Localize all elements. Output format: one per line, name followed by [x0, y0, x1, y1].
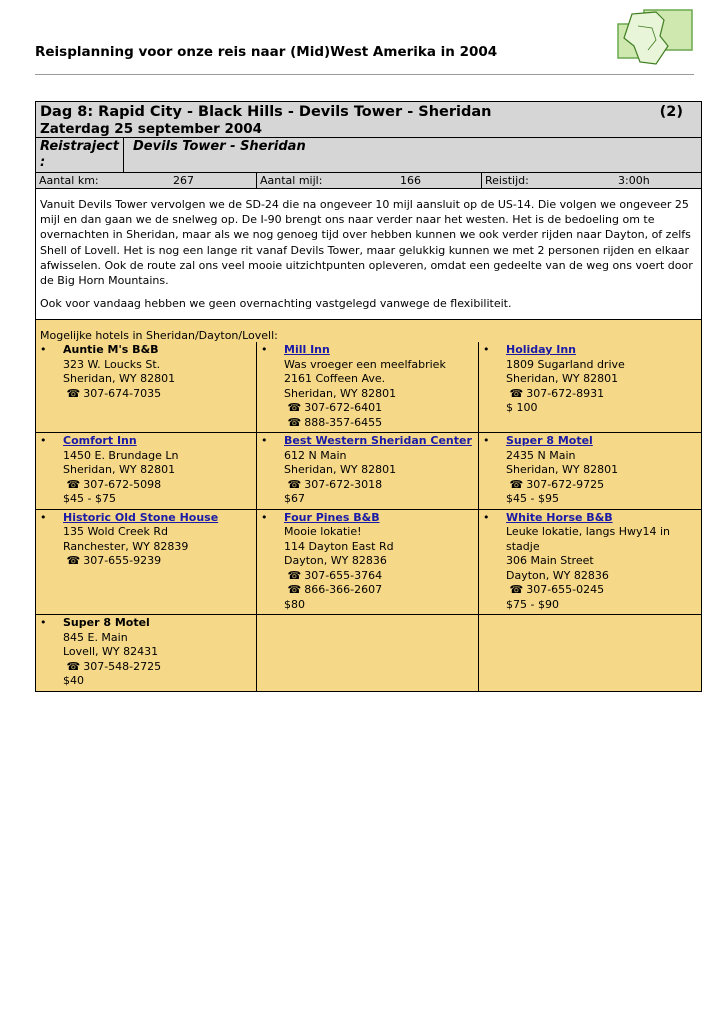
hotel-address-line: 135 Wold Creek Rd	[63, 525, 168, 539]
hotel-name-link[interactable]: Four Pines B&B	[284, 510, 380, 524]
hotel-address-line: stadje	[506, 539, 540, 553]
hotel-name: Super 8 Motel	[63, 616, 150, 630]
header-divider	[35, 74, 694, 75]
phone-icon: ☎	[284, 568, 302, 582]
hotel-price: $40	[63, 674, 84, 688]
hotel-address-line: 1809 Sugarland drive	[506, 357, 625, 371]
hotel-phone: ☎ 307-655-0245	[506, 583, 605, 597]
bullet-icon: •	[483, 434, 490, 448]
hotel-phone: ☎ 307-672-5098	[63, 477, 162, 491]
hotel-entry	[36, 509, 257, 615]
stat-travel-time: Reistijd: 3:00h	[485, 174, 650, 187]
phone-icon: ☎	[284, 583, 302, 597]
hotel-address-line: Sheridan, WY 82801	[284, 463, 397, 477]
bullet-icon: •	[40, 343, 47, 357]
phone-icon: ☎	[506, 386, 524, 400]
hotel-name-link[interactable]: Historic Old Stone House	[63, 510, 219, 524]
phone-icon: ☎	[63, 659, 81, 673]
hotel-address-line: 2161 Coffeen Ave.	[284, 372, 386, 386]
hotel-address-line: 1450 E. Brundage Ln	[63, 448, 179, 462]
stat-km: Aantal km: 267	[36, 173, 257, 188]
hotel-entry	[36, 432, 257, 509]
hotel-address-line: Sheridan, WY 82801	[284, 386, 397, 400]
hotel-phone: ☎ 307-548-2725	[63, 659, 162, 673]
hotel-address-line: 612 N Main	[284, 448, 347, 462]
phone-icon: ☎	[284, 415, 302, 429]
empty-cell	[479, 614, 701, 691]
day-header	[36, 102, 701, 173]
hotel-address-line: Sheridan, WY 82801	[506, 372, 619, 386]
day-number: (2)	[659, 104, 683, 120]
phone-icon: ☎	[63, 554, 81, 568]
note-paragraph: Ook voor vandaag hebben we geen overnachting vastgelegd vanwege de flexibiliteit.	[40, 297, 512, 311]
hotel-address-line: Mooie lokatie!	[284, 525, 362, 539]
bullet-icon: •	[40, 434, 47, 448]
hotel-phone: ☎ 307-655-3764	[284, 568, 383, 582]
hotel-phone: ☎ 307-674-7035	[63, 386, 162, 400]
stats-row	[36, 173, 701, 189]
route-label: Reistraject :	[36, 138, 124, 172]
hotel-phone: ☎ 307-672-3018	[284, 477, 383, 491]
hotel-entry	[257, 509, 479, 615]
hotel-entry	[36, 342, 257, 432]
day-date: Zaterdag 25 september 2004	[40, 121, 263, 137]
hotel-address-line: 323 W. Loucks St.	[63, 357, 161, 371]
hotel-name-link[interactable]: Holiday Inn	[506, 343, 577, 357]
empty-cell	[257, 614, 479, 691]
map-logo-icon	[612, 6, 696, 70]
hotel-address-line: 114 Dayton East Rd	[284, 539, 394, 553]
hotel-price: $45 - $95	[506, 492, 559, 506]
hotel-entry	[479, 342, 701, 432]
phone-icon: ☎	[506, 583, 524, 597]
hotel-phone: ☎ 307-672-9725	[506, 477, 605, 491]
hotel-price: $67	[284, 492, 305, 506]
bullet-icon: •	[40, 616, 47, 630]
hotel-phone: ☎ 866-366-2607	[284, 583, 383, 597]
hotel-entry	[479, 509, 701, 615]
hotel-name-link[interactable]: Comfort Inn	[63, 434, 137, 448]
phone-icon: ☎	[63, 477, 81, 491]
phone-icon: ☎	[284, 401, 302, 415]
hotel-address-line: Leuke lokatie, langs Hwy14 in	[506, 525, 671, 539]
hotel-address-line: 306 Main Street	[506, 554, 594, 568]
hotel-address-line: Sheridan, WY 82801	[63, 372, 176, 386]
hotel-name-link[interactable]: Best Western Sheridan Center	[284, 434, 472, 448]
stat-miles: Aantal mijl: 166	[257, 173, 482, 188]
hotel-address-line: Ranchester, WY 82839	[63, 539, 189, 553]
day-title: Dag 8: Rapid City - Black Hills - Devils Tower - Sheridan	[40, 104, 492, 120]
phone-icon: ☎	[284, 477, 302, 491]
hotel-price: $45 - $75	[63, 492, 116, 506]
hotel-entry	[257, 432, 479, 509]
hotel-address-line: 2435 N Main	[506, 448, 576, 462]
day-plan-table	[35, 101, 702, 692]
hotel-name: Auntie M's B&B	[63, 343, 159, 357]
hotel-address-line: Sheridan, WY 82801	[506, 463, 619, 477]
hotel-entry	[479, 432, 701, 509]
bullet-icon: •	[261, 510, 268, 524]
hotel-address-line: Lovell, WY 82431	[63, 645, 159, 659]
bullet-icon: •	[40, 510, 47, 524]
bullet-icon: •	[483, 510, 490, 524]
hotel-address-line: Was vroeger een meelfabriek	[284, 357, 446, 371]
hotels-section	[36, 320, 701, 691]
hotel-price: $ 100	[506, 401, 538, 415]
hotel-address-line: 845 E. Main	[63, 630, 128, 644]
hotel-grid	[36, 342, 701, 691]
route-value: Devils Tower - Sheridan	[133, 139, 306, 154]
hotel-address-line: Dayton, WY 82836	[506, 568, 609, 582]
hotel-name-link[interactable]: White Horse B&B	[506, 510, 613, 524]
hotel-entry	[257, 342, 479, 432]
hotel-address-line: Sheridan, WY 82801	[63, 463, 176, 477]
hotel-phone: ☎ 307-672-8931	[506, 386, 605, 400]
bullet-icon: •	[261, 343, 268, 357]
hotel-phone: ☎ 307-655-9239	[63, 554, 162, 568]
hotel-entry	[36, 614, 257, 691]
description-paragraph: Vanuit Devils Tower vervolgen we de SD-24 die na ongeveer 10 mijl aansluit op de US-14. Die volgen we ongeveer 25 mijl en dan gaan we de snelweg op. De I-90 brengt ons naar verder naar het westen. Het is de bedoeling om te overnachten in Sheridan, maar als we nog genoeg tijd over hebben kunnen we ook verder rijden naar Dayton, of zelfs Shell of Lovell. Het is nog een lange rit vanaf Devils Tower, maar gelukkig kunnen we met 2 personen rijden en elkaar afwisselen. Ook de route zal ons veel mooie uitzichtpunten opleveren, omdat een gedeelte van de weg ons voert door de Big Horn Mountains.	[40, 198, 693, 288]
hotel-name-link[interactable]: Super 8 Motel	[506, 434, 593, 448]
bullet-icon: •	[261, 434, 268, 448]
bullet-icon: •	[483, 343, 490, 357]
hotel-price: $75 - $90	[506, 597, 559, 611]
hotel-address-line: Dayton, WY 82836	[284, 554, 387, 568]
phone-icon: ☎	[506, 477, 524, 491]
route-description	[36, 189, 701, 320]
hotels-heading: Mogelijke hotels in Sheridan/Dayton/Lovell:	[40, 329, 278, 343]
hotel-price: $80	[284, 597, 305, 611]
hotel-name-link[interactable]: Mill Inn	[284, 343, 330, 357]
hotel-phone: ☎ 888-357-6455	[284, 415, 383, 429]
route-row	[36, 137, 701, 172]
page-title: Reisplanning voor onze reis naar (Mid)West Amerika in 2004	[35, 44, 498, 60]
hotel-phone: ☎ 307-672-6401	[284, 401, 383, 415]
phone-icon: ☎	[63, 386, 81, 400]
